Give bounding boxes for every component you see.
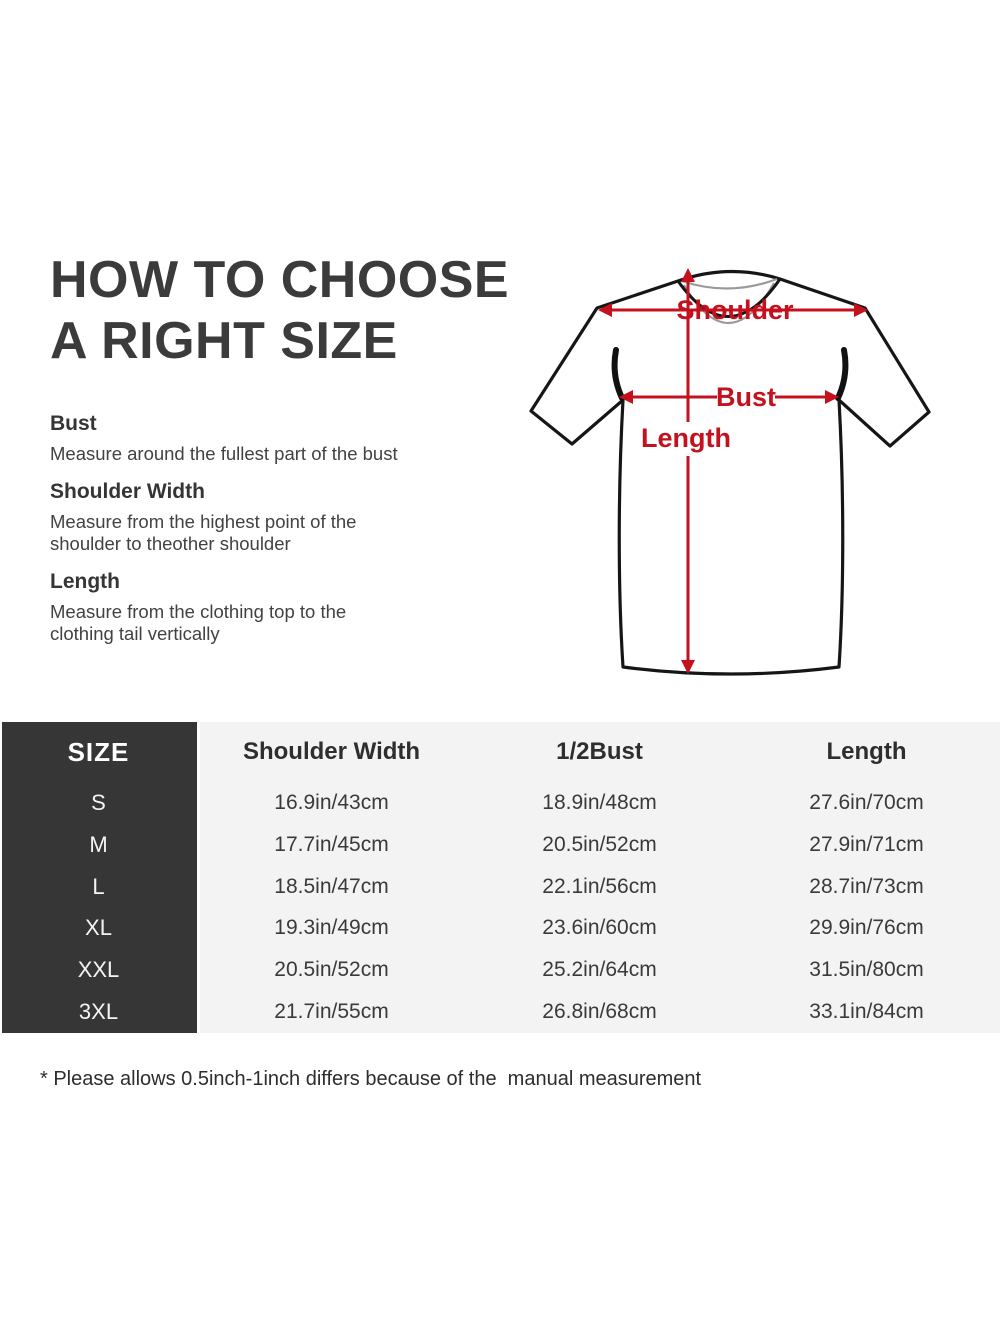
instruction-text: clothing tail vertically — [50, 623, 220, 644]
table-cell: 28.7in/73cm — [809, 874, 924, 898]
instruction-heading: Bust — [50, 412, 97, 435]
table-header-shoulder-width: Shoulder Width — [242, 738, 421, 765]
instruction-bust — [50, 412, 480, 465]
measurement-disclaimer: * Please allows 0.5inch-1inch differs because of the manual measurement — [40, 1068, 702, 1090]
tshirt-diagram — [518, 250, 943, 690]
table-cell: 26.8in/68cm — [542, 1000, 657, 1024]
size-table-grid — [0, 722, 1000, 1033]
bust-label: Bust — [716, 382, 776, 412]
table-cell: 18.5in/47cm — [274, 874, 389, 898]
table-cell: 17.7in/45cm — [274, 832, 389, 856]
instruction-shoulder-width — [50, 480, 480, 555]
table-cell: 33.1in/84cm — [809, 1000, 924, 1024]
table-cell: 27.9in/71cm — [809, 832, 924, 856]
table-cell: 20.5in/52cm — [542, 832, 657, 856]
table-cell: 16.9in/43cm — [274, 790, 389, 814]
instruction-text: Measure from the clothing top to the — [50, 601, 347, 622]
table-row-size-label: XL — [85, 915, 112, 941]
page-title-line1: HOW TO CHOOSE — [50, 251, 510, 309]
table-cell: 19.3in/49cm — [274, 916, 389, 940]
measurement-instructions — [50, 412, 480, 660]
table-cell: 23.6in/60cm — [542, 916, 657, 940]
table-cell: 27.6in/70cm — [809, 790, 924, 814]
shoulder-label: Shoulder — [676, 295, 794, 325]
table-header-half-bust: 1/2Bust — [556, 738, 643, 765]
table-header-length: Length — [826, 738, 907, 765]
table-row-size-label: XXL — [77, 957, 120, 983]
table-cell: 18.9in/48cm — [542, 790, 657, 814]
table-row-size-label: S — [91, 789, 106, 815]
instruction-text: Measure around the fullest part of the bust — [50, 443, 398, 464]
instruction-text: shoulder to theother shoulder — [50, 533, 291, 554]
table-cell: 22.1in/56cm — [542, 874, 657, 898]
table-cell: 25.2in/64cm — [542, 958, 657, 982]
table-row-size-label: M — [89, 831, 108, 857]
page-title — [50, 250, 509, 372]
tshirt-outline-icon — [531, 271, 929, 674]
table-cell: 20.5in/52cm — [274, 958, 389, 982]
table-row-size-label: 3XL — [78, 999, 119, 1025]
instruction-heading: Length — [50, 570, 120, 593]
table-cell: 29.9in/76cm — [809, 916, 924, 940]
length-label: Length — [641, 423, 731, 453]
size-table — [0, 722, 1000, 1033]
table-cell: 21.7in/55cm — [274, 1000, 389, 1024]
instruction-text: Measure from the highest point of the — [50, 511, 357, 532]
page-title-line2: A RIGHT SIZE — [50, 312, 398, 370]
table-header-size: SIZE — [67, 736, 130, 767]
table-cell: 31.5in/80cm — [809, 958, 924, 982]
table-row-size-label: L — [92, 873, 105, 899]
instruction-length — [50, 570, 480, 645]
instruction-heading: Shoulder Width — [50, 480, 205, 503]
